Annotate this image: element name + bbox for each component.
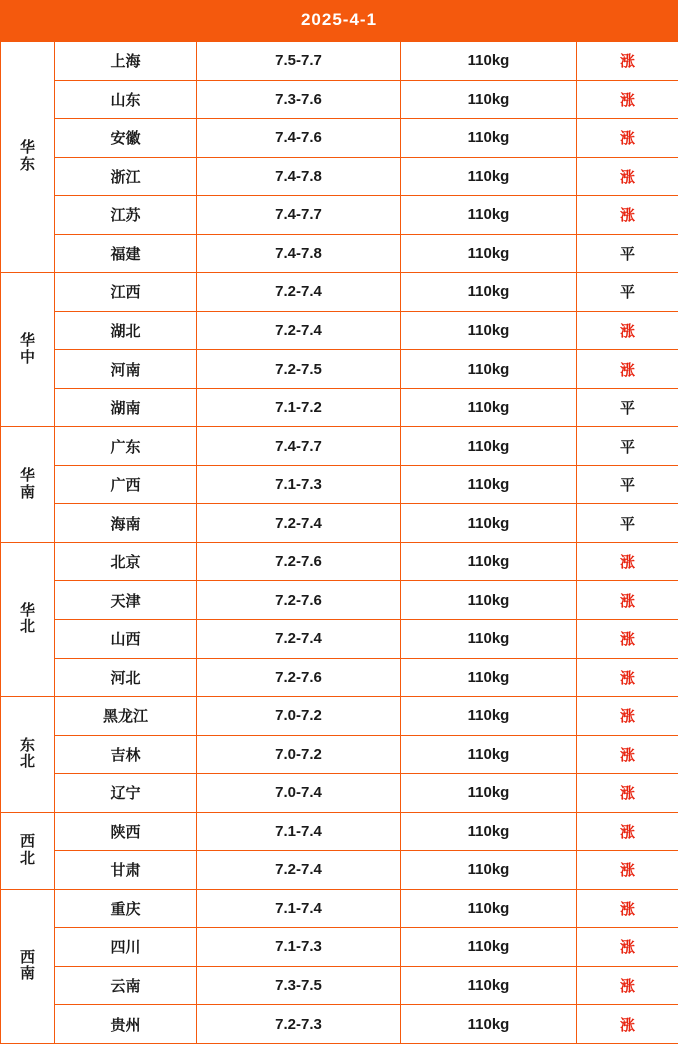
weight-cell: 110kg <box>401 196 577 235</box>
region-label: 华中 <box>20 331 36 366</box>
weight-cell: 110kg <box>401 427 577 466</box>
trend-cell: 涨 <box>577 812 678 851</box>
weight-cell: 110kg <box>401 504 577 543</box>
trend-cell: 涨 <box>577 542 678 581</box>
trend-cell: 平 <box>577 234 678 273</box>
province-cell: 贵州 <box>55 1005 197 1044</box>
province-cell: 河北 <box>55 658 197 697</box>
price-cell: 7.0-7.4 <box>197 774 401 813</box>
trend-cell: 涨 <box>577 1005 678 1044</box>
table-row <box>1 273 678 312</box>
province-cell: 广东 <box>55 427 197 466</box>
province-cell: 天津 <box>55 581 197 620</box>
weight-cell: 110kg <box>401 388 577 427</box>
price-cell: 7.2-7.4 <box>197 273 401 312</box>
table-row <box>1 735 678 774</box>
region-label: 华东 <box>20 139 36 174</box>
price-cell: 7.1-7.4 <box>197 889 401 928</box>
price-cell: 7.2-7.3 <box>197 1005 401 1044</box>
trend-cell: 涨 <box>577 774 678 813</box>
province-cell: 安徽 <box>55 119 197 158</box>
province-cell: 河南 <box>55 350 197 389</box>
weight-cell: 110kg <box>401 812 577 851</box>
province-cell: 黑龙江 <box>55 697 197 736</box>
table-row <box>1 234 678 273</box>
trend-cell: 涨 <box>577 619 678 658</box>
province-cell: 江苏 <box>55 196 197 235</box>
trend-cell: 涨 <box>577 581 678 620</box>
province-cell: 江西 <box>55 273 197 312</box>
trend-cell: 涨 <box>577 889 678 928</box>
table-row <box>1 388 678 427</box>
province-cell: 陕西 <box>55 812 197 851</box>
province-cell: 山东 <box>55 80 197 119</box>
price-cell: 7.4-7.6 <box>197 119 401 158</box>
table-row <box>1 427 678 466</box>
province-cell: 吉林 <box>55 735 197 774</box>
region-cell <box>1 812 55 889</box>
province-cell: 湖北 <box>55 311 197 350</box>
province-cell: 海南 <box>55 504 197 543</box>
region-label: 华南 <box>20 466 36 501</box>
trend-cell: 涨 <box>577 966 678 1005</box>
weight-cell: 110kg <box>401 658 577 697</box>
weight-cell: 110kg <box>401 697 577 736</box>
table-row <box>1 350 678 389</box>
weight-cell: 110kg <box>401 619 577 658</box>
price-cell: 7.2-7.4 <box>197 504 401 543</box>
weight-cell: 110kg <box>401 157 577 196</box>
table-row <box>1 196 678 235</box>
price-cell: 7.1-7.3 <box>197 928 401 967</box>
trend-cell: 涨 <box>577 658 678 697</box>
price-cell: 7.1-7.4 <box>197 812 401 851</box>
price-cell: 7.1-7.3 <box>197 465 401 504</box>
table-row <box>1 928 678 967</box>
region-cell <box>1 542 55 696</box>
trend-cell: 涨 <box>577 119 678 158</box>
province-cell: 上海 <box>55 42 197 81</box>
price-cell: 7.4-7.8 <box>197 234 401 273</box>
weight-cell: 110kg <box>401 42 577 81</box>
price-cell: 7.4-7.7 <box>197 196 401 235</box>
table-row <box>1 619 678 658</box>
table-row <box>1 1005 678 1044</box>
table-row <box>1 812 678 851</box>
trend-cell: 平 <box>577 273 678 312</box>
price-cell: 7.2-7.4 <box>197 619 401 658</box>
province-cell: 重庆 <box>55 889 197 928</box>
table-row <box>1 889 678 928</box>
price-cell: 7.2-7.4 <box>197 311 401 350</box>
trend-cell: 涨 <box>577 80 678 119</box>
table-row <box>1 966 678 1005</box>
region-cell <box>1 427 55 543</box>
price-cell: 7.2-7.6 <box>197 658 401 697</box>
province-cell: 广西 <box>55 465 197 504</box>
weight-cell: 110kg <box>401 735 577 774</box>
weight-cell: 110kg <box>401 774 577 813</box>
weight-cell: 110kg <box>401 542 577 581</box>
region-cell <box>1 697 55 813</box>
table-row <box>1 542 678 581</box>
province-cell: 四川 <box>55 928 197 967</box>
trend-cell: 涨 <box>577 42 678 81</box>
table-row <box>1 42 678 81</box>
table-row <box>1 311 678 350</box>
price-cell: 7.2-7.6 <box>197 542 401 581</box>
trend-cell: 涨 <box>577 311 678 350</box>
region-cell <box>1 273 55 427</box>
weight-cell: 110kg <box>401 928 577 967</box>
table-row <box>1 465 678 504</box>
region-cell <box>1 42 55 273</box>
price-cell: 7.2-7.5 <box>197 350 401 389</box>
table-row <box>1 119 678 158</box>
date-title-bar <box>0 0 678 40</box>
trend-cell: 涨 <box>577 735 678 774</box>
price-cell: 7.0-7.2 <box>197 697 401 736</box>
price-cell: 7.4-7.8 <box>197 157 401 196</box>
price-cell: 7.3-7.5 <box>197 966 401 1005</box>
weight-cell: 110kg <box>401 234 577 273</box>
weight-cell: 110kg <box>401 311 577 350</box>
weight-cell: 110kg <box>401 889 577 928</box>
weight-cell: 110kg <box>401 119 577 158</box>
weight-cell: 110kg <box>401 581 577 620</box>
province-cell: 山西 <box>55 619 197 658</box>
price-cell: 7.4-7.7 <box>197 427 401 466</box>
table-row <box>1 80 678 119</box>
price-cell: 7.2-7.6 <box>197 581 401 620</box>
price-cell: 7.0-7.2 <box>197 735 401 774</box>
trend-cell: 涨 <box>577 928 678 967</box>
region-label: 东北 <box>20 736 36 771</box>
price-table-container <box>0 40 678 1044</box>
province-cell: 浙江 <box>55 157 197 196</box>
weight-cell: 110kg <box>401 350 577 389</box>
region-label: 西北 <box>20 832 36 867</box>
trend-cell: 平 <box>577 388 678 427</box>
price-cell: 7.2-7.4 <box>197 851 401 890</box>
table-body <box>1 42 678 1044</box>
table-row <box>1 851 678 890</box>
weight-cell: 110kg <box>401 273 577 312</box>
weight-cell: 110kg <box>401 465 577 504</box>
trend-cell: 平 <box>577 427 678 466</box>
table-row <box>1 504 678 543</box>
trend-cell: 涨 <box>577 157 678 196</box>
trend-cell: 涨 <box>577 851 678 890</box>
weight-cell: 110kg <box>401 1005 577 1044</box>
trend-cell: 平 <box>577 504 678 543</box>
region-cell <box>1 889 55 1043</box>
table-row <box>1 774 678 813</box>
pig-price-table <box>0 41 678 1044</box>
table-row <box>1 581 678 620</box>
weight-cell: 110kg <box>401 80 577 119</box>
province-cell: 北京 <box>55 542 197 581</box>
region-label: 华北 <box>20 601 36 636</box>
table-row <box>1 157 678 196</box>
price-cell: 7.1-7.2 <box>197 388 401 427</box>
trend-cell: 涨 <box>577 196 678 235</box>
province-cell: 湖南 <box>55 388 197 427</box>
trend-cell: 平 <box>577 465 678 504</box>
price-cell: 7.5-7.7 <box>197 42 401 81</box>
price-cell: 7.3-7.6 <box>197 80 401 119</box>
weight-cell: 110kg <box>401 966 577 1005</box>
province-cell: 甘肃 <box>55 851 197 890</box>
table-row <box>1 658 678 697</box>
province-cell: 福建 <box>55 234 197 273</box>
table-row <box>1 697 678 736</box>
weight-cell: 110kg <box>401 851 577 890</box>
region-label: 西南 <box>20 948 36 983</box>
date-title: 2025-4-1 <box>300 10 378 29</box>
trend-cell: 涨 <box>577 697 678 736</box>
province-cell: 云南 <box>55 966 197 1005</box>
province-cell: 辽宁 <box>55 774 197 813</box>
trend-cell: 涨 <box>577 350 678 389</box>
